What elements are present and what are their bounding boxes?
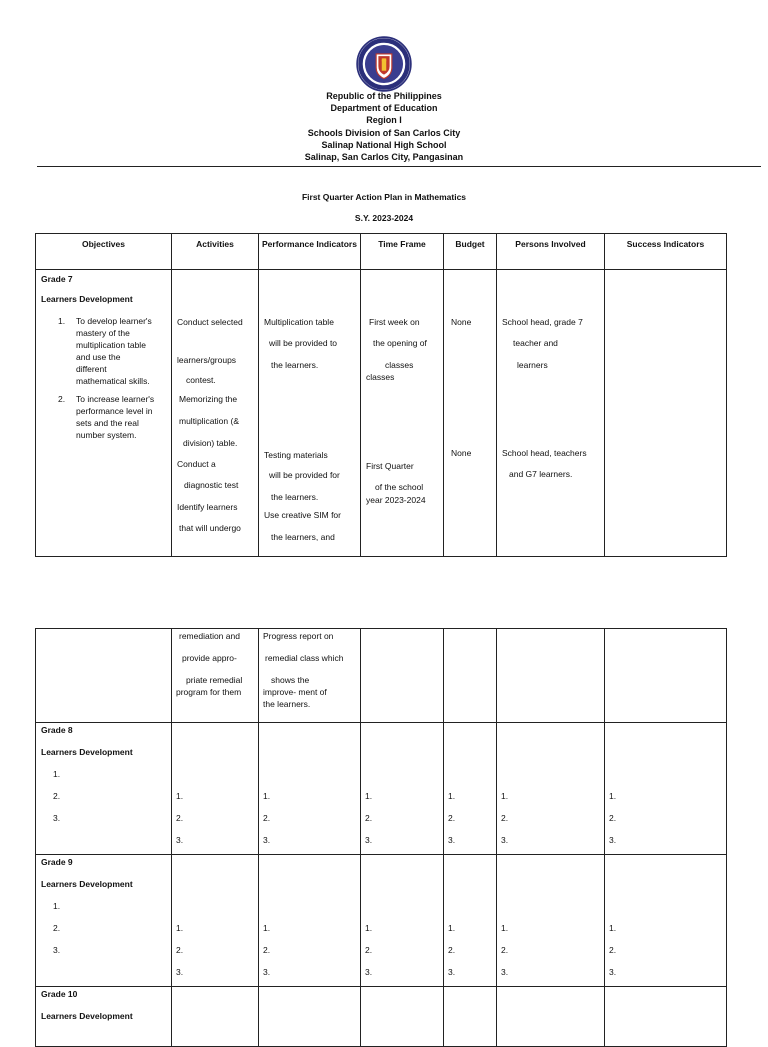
indicator-text: Progress report on (263, 631, 334, 641)
table-row (36, 855, 727, 987)
activity-text: remediation and (179, 631, 240, 641)
action-plan-table (35, 233, 727, 557)
list-number: 3. (609, 967, 617, 977)
col-performance-indicators: Performance Indicators (259, 234, 361, 270)
success-cell (605, 629, 727, 723)
list-number: 2. (448, 945, 456, 955)
indicator-text: the learners. (271, 360, 319, 370)
indicator-text: Testing materials (264, 450, 328, 460)
objectives-cell (36, 629, 172, 723)
timeframe-cell (361, 629, 444, 723)
activity-text: program for them (176, 687, 242, 697)
activity-text: Conduct selected (177, 317, 243, 327)
indicator-text: improve- ment of (263, 687, 327, 697)
objective-text: number system. (76, 430, 137, 440)
list-number: 2. (609, 813, 617, 823)
header-divider (37, 166, 761, 167)
list-number: 3. (53, 945, 61, 955)
activities-cell (172, 723, 259, 855)
timeframe-cell (361, 855, 444, 987)
col-success-indicators: Success Indicators (605, 234, 727, 270)
list-number: 1. (448, 923, 456, 933)
list-number: 3. (263, 967, 271, 977)
objective-text: mathematical skills. (76, 376, 150, 386)
section-label: Learners Development (41, 747, 133, 757)
list-number: 2. (58, 394, 66, 404)
list-number: 3. (365, 835, 373, 845)
list-number: 1. (501, 923, 509, 933)
activity-text: Memorizing the (179, 394, 238, 404)
list-number: 1. (609, 791, 617, 801)
header-line: Republic of the Philippines (326, 91, 442, 101)
activity-text: contest. (186, 375, 216, 385)
activity-text: diagnostic test (184, 480, 239, 490)
table-header-row (36, 234, 727, 270)
objectives-cell (36, 855, 172, 987)
persons-text: School head, teachers (502, 448, 587, 458)
persons-text: learners (517, 360, 548, 370)
list-number: 3. (365, 967, 373, 977)
section-label: Learners Development (41, 1011, 133, 1021)
list-number: 1. (58, 316, 66, 326)
list-number: 3. (448, 967, 456, 977)
list-number: 2. (53, 791, 61, 801)
budget-text: None (451, 448, 472, 458)
table-row (36, 987, 727, 1047)
indicator-text: the learners. (271, 492, 319, 502)
list-number: 3. (609, 835, 617, 845)
grade-label: Grade 9 (41, 857, 73, 867)
grade-label: Grade 7 (41, 274, 73, 284)
success-cell (605, 270, 727, 557)
table-row (36, 629, 727, 723)
activity-text: division) table. (183, 438, 238, 448)
col-budget: Budget (444, 234, 497, 270)
list-number: 2. (176, 813, 184, 823)
objective-text: different (76, 364, 107, 374)
activities-cell (172, 629, 259, 723)
activities-cell (172, 270, 259, 557)
school-year: S.Y. 2023-2024 (354, 213, 414, 223)
section-label: Learners Development (41, 294, 133, 304)
activity-text: priate remedial (186, 675, 243, 685)
list-number: 1. (263, 791, 271, 801)
activity-text: learners/groups (177, 355, 237, 365)
timeframe-text: classes (385, 360, 414, 370)
list-number: 3. (176, 967, 184, 977)
objectives-cell (36, 270, 172, 557)
budget-cell (444, 270, 497, 557)
list-number: 1. (365, 923, 373, 933)
persons-cell (497, 723, 605, 855)
grade-label: Grade 8 (41, 725, 73, 735)
col-activities: Activities (172, 234, 259, 270)
list-number: 2. (365, 945, 373, 955)
success-cell (605, 723, 727, 855)
list-number: 3. (263, 835, 271, 845)
objective-text: To develop learner's (76, 316, 152, 326)
activities-cell (172, 987, 259, 1047)
timeframe-text: the opening of (373, 338, 427, 348)
list-number: 2. (448, 813, 456, 823)
list-number: 1. (365, 791, 373, 801)
activity-text: Identify learners (177, 502, 238, 512)
timeframe-cell (361, 270, 444, 557)
activity-text: provide appro- (182, 653, 237, 663)
timeframe-cell (361, 987, 444, 1047)
letterhead (0, 90, 768, 163)
list-number: 3. (176, 835, 184, 845)
timeframe-text: First week on (369, 317, 420, 327)
budget-text: None (451, 317, 472, 327)
timeframe-text: classes (366, 372, 395, 382)
col-persons-involved: Persons Involved (497, 234, 605, 270)
list-number: 2. (501, 813, 509, 823)
list-number: 1. (609, 923, 617, 933)
list-number: 1. (501, 791, 509, 801)
list-number: 1. (263, 923, 271, 933)
list-number: 1. (176, 923, 184, 933)
indicators-cell (259, 855, 361, 987)
activity-text: multiplication (& (179, 416, 239, 426)
col-time-frame: Time Frame (361, 234, 444, 270)
indicator-text: will be provided to (269, 338, 338, 348)
grade-label: Grade 10 (41, 989, 78, 999)
budget-cell (444, 855, 497, 987)
indicator-text: Multiplication table (264, 317, 334, 327)
objective-text: mastery of the (76, 328, 130, 338)
document-title: First Quarter Action Plan in Mathematics (301, 192, 467, 202)
timeframe-cell (361, 723, 444, 855)
objective-text: and use the (76, 352, 121, 362)
list-number: 2. (263, 945, 271, 955)
list-number: 2. (263, 813, 271, 823)
header-line: Department of Education (330, 103, 438, 114)
action-plan-table-continued (35, 628, 727, 1047)
success-cell (605, 987, 727, 1047)
section-label: Learners Development (41, 879, 133, 889)
list-number: 1. (448, 791, 456, 801)
table-row (36, 723, 727, 855)
indicators-cell (259, 270, 361, 557)
objective-text: performance level in (76, 406, 153, 416)
persons-cell (497, 629, 605, 723)
list-number: 2. (501, 945, 509, 955)
header-line: Salinap, San Carlos City, Pangasinan (304, 152, 464, 163)
header-line: Salinap National High School (321, 139, 447, 150)
objective-text: sets and the real (76, 418, 139, 428)
budget-cell (444, 723, 497, 855)
indicator-text: remedial class which (265, 653, 344, 663)
list-number: 2. (176, 945, 184, 955)
list-number: 1. (53, 901, 61, 911)
objective-text: To increase learner's (76, 394, 155, 404)
list-number: 2. (53, 923, 61, 933)
persons-text: and G7 learners. (509, 469, 573, 479)
list-number: 1. (53, 769, 61, 779)
header-line: Schools Division of San Carlos City (307, 127, 461, 138)
persons-text: teacher and (513, 338, 558, 348)
list-number: 3. (53, 813, 61, 823)
success-cell (605, 855, 727, 987)
timeframe-text: First Quarter (366, 461, 414, 471)
persons-cell (497, 270, 605, 557)
deped-seal-logo (356, 36, 412, 92)
indicator-text: shows the (271, 675, 310, 685)
indicators-cell (259, 629, 361, 723)
list-number: 2. (609, 945, 617, 955)
header-line: Region I (366, 115, 402, 126)
timeframe-text: of the school (375, 482, 424, 492)
indicators-cell (259, 987, 361, 1047)
indicator-text: Use creative SIM for (264, 510, 341, 520)
list-number: 1. (176, 791, 184, 801)
objectives-cell (36, 987, 172, 1047)
indicator-text: the learners, and (271, 532, 335, 542)
list-number: 3. (448, 835, 456, 845)
list-number: 3. (501, 967, 509, 977)
table-row (36, 270, 727, 557)
budget-cell (444, 629, 497, 723)
persons-text: School head, grade 7 (502, 317, 583, 327)
activity-text: that will undergo (179, 523, 241, 533)
persons-cell (497, 987, 605, 1047)
activity-text: Conduct a (177, 459, 216, 469)
activities-cell (172, 855, 259, 987)
persons-cell (497, 855, 605, 987)
indicator-text: will be provided for (269, 470, 340, 480)
objectives-cell (36, 723, 172, 855)
budget-cell (444, 987, 497, 1047)
indicator-text: the learners. (263, 699, 311, 709)
list-number: 2. (365, 813, 373, 823)
objective-text: multiplication table (76, 340, 146, 350)
indicators-cell (259, 723, 361, 855)
timeframe-text: year 2023-2024 (366, 495, 426, 505)
list-number: 3. (501, 835, 509, 845)
col-objectives: Objectives (36, 234, 172, 270)
